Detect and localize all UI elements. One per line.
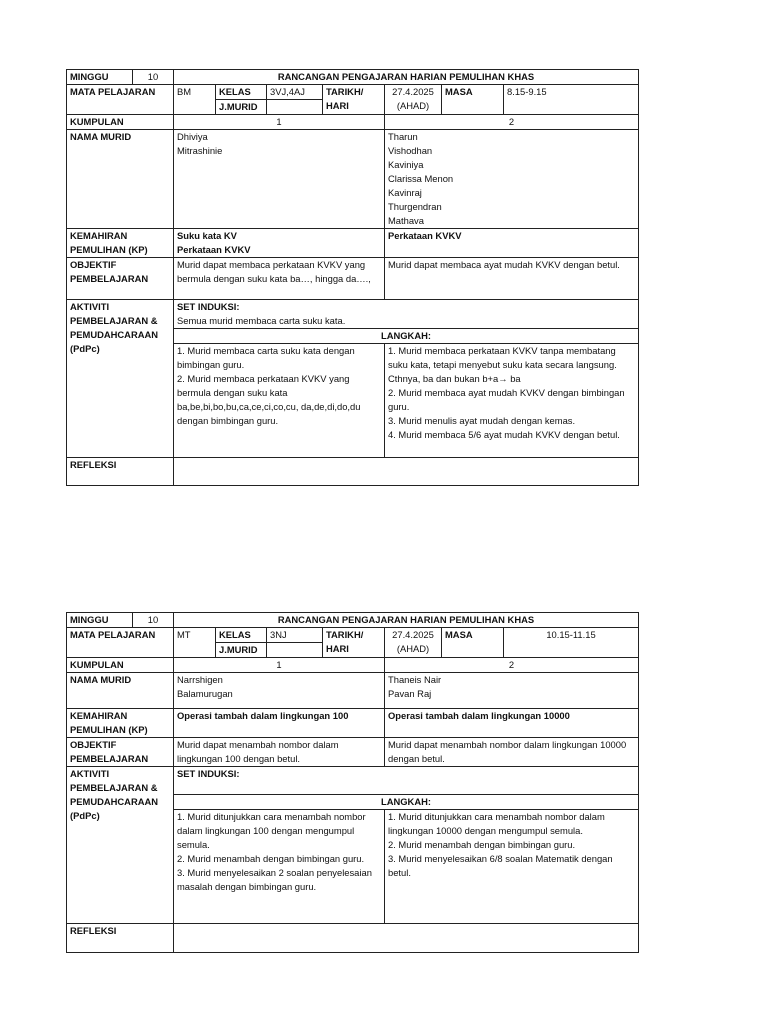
kumpulan-label: KUMPULAN bbox=[67, 115, 174, 130]
group-2-langkah: 1. Murid membaca perkataan KVKV tanpa membatang suku kata, tetapi menyebut suku kata secara langsung. Cthnya, ba dan bukan b+a→ ba 2. Murid membaca ayat mudah KVKV dengan bimbingan guru. 3. Murid menulis ayat mudah dengan kemas. 4. Murid membaca 5/6 ayat mudah KVKV dengan betul. bbox=[385, 344, 639, 458]
group-1-number: 1 bbox=[174, 115, 385, 130]
j-murid-value bbox=[267, 100, 323, 115]
j-murid-label: J.MURID bbox=[216, 100, 267, 115]
set-induksi-cell bbox=[174, 300, 639, 329]
refleksi-value bbox=[174, 924, 639, 953]
plan-title: RANCANGAN PENGAJARAN HARIAN PEMULIHAN KHAS bbox=[174, 70, 639, 85]
minggu-value: 10 bbox=[133, 70, 174, 85]
j-murid-label: J.MURID bbox=[216, 643, 267, 658]
objektif-label: OBJEKTIF PEMBELAJARAN bbox=[67, 258, 174, 300]
set-induksi-label: SET INDUKSI: bbox=[177, 301, 240, 312]
aktiviti-label: AKTIVITI PEMBELAJARAN & PEMUDAHCARAAN (PdPc) bbox=[67, 300, 174, 458]
tarikh-label: TARIKH/ HARI bbox=[323, 628, 385, 658]
nama-murid-label: NAMA MURID bbox=[67, 130, 174, 229]
mata-pelajaran-value: MT bbox=[174, 628, 216, 658]
set-induksi-label: SET INDUKSI: bbox=[177, 768, 240, 779]
group-1-langkah: 1. Murid membaca carta suku kata dengan bimbingan guru. 2. Murid membaca perkataan KVKV yang bermula dengan suku kata ba,be,bi,bo,bu,ca,ce,ci,co,cu, da,de,di,do,du dengan bimbingan guru. bbox=[174, 344, 385, 458]
kelas-label: KELAS bbox=[216, 85, 267, 100]
refleksi-value bbox=[174, 458, 639, 486]
lesson-plan-table-1 bbox=[66, 69, 639, 486]
group-2-number: 2 bbox=[385, 658, 639, 673]
group-2-objektif: Murid dapat membaca ayat mudah KVKV dengan betul. bbox=[385, 258, 639, 300]
kelas-value: 3NJ bbox=[267, 628, 323, 643]
group-2-kemahiran: Perkataan KVKV bbox=[385, 229, 639, 258]
masa-value: 10.15-11.15 bbox=[504, 628, 639, 658]
group-1-number: 1 bbox=[174, 658, 385, 673]
group-2-objektif: Murid dapat menambah nombor dalam lingkungan 10000 dengan betul. bbox=[385, 738, 639, 767]
langkah-label: LANGKAH: bbox=[174, 795, 639, 810]
group-2-langkah: 1. Murid ditunjukkan cara menambah nombor dalam lingkungan 10000 dengan mengumpul semula. 2. Murid menambah dengan bimbingan guru. 3. Murid menyelesaikan 6/8 soalan Matematik dengan betul. bbox=[385, 810, 639, 924]
group-1-students: Dhiviya Mitrashinie bbox=[174, 130, 385, 229]
kemahiran-label: KEMAHIRAN PEMULIHAN (KP) bbox=[67, 709, 174, 738]
tarikh-label: TARIKH/ HARI bbox=[323, 85, 385, 115]
group-2-students: Tharun Vishodhan Kaviniya Clarissa Menon Kavinraj Thurgendran Mathava bbox=[385, 130, 639, 229]
kelas-label: KELAS bbox=[216, 628, 267, 643]
group-2-number: 2 bbox=[385, 115, 639, 130]
group-1-objektif: Murid dapat membaca perkataan KVKV yang bermula dengan suku kata ba…, hingga da…., bbox=[174, 258, 385, 300]
mata-pelajaran-label: MATA PELAJARAN bbox=[67, 628, 174, 658]
kelas-value: 3VJ,4AJ bbox=[267, 85, 323, 100]
group-2-students: Thaneis Nair Pavan Raj bbox=[385, 673, 639, 709]
masa-value: 8.15-9.15 bbox=[504, 85, 639, 115]
set-induksi-cell bbox=[174, 767, 639, 795]
nama-murid-label: NAMA MURID bbox=[67, 673, 174, 709]
minggu-value: 10 bbox=[133, 613, 174, 628]
tarikh-value: 27.4.2025 (AHAD) bbox=[385, 628, 442, 658]
set-induksi-text: Semua murid membaca carta suku kata. bbox=[177, 315, 346, 326]
group-2-kemahiran: Operasi tambah dalam lingkungan 10000 bbox=[385, 709, 639, 738]
group-1-students: Narrshigen Balamurugan bbox=[174, 673, 385, 709]
mata-pelajaran-value: BM bbox=[174, 85, 216, 115]
group-1-kemahiran: Suku kata KV Perkataan KVKV bbox=[174, 229, 385, 258]
objektif-label: OBJEKTIF PEMBELAJARAN bbox=[67, 738, 174, 767]
aktiviti-label: AKTIVITI PEMBELAJARAN & PEMUDAHCARAAN (PdPc) bbox=[67, 767, 174, 924]
j-murid-value bbox=[267, 643, 323, 658]
masa-label: MASA bbox=[442, 85, 504, 115]
refleksi-label: REFLEKSI bbox=[67, 924, 174, 953]
tarikh-value: 27.4.2025 (AHAD) bbox=[385, 85, 442, 115]
minggu-label: MINGGU bbox=[67, 70, 133, 85]
group-1-objektif: Murid dapat menambah nombor dalam lingkungan 100 dengan betul. bbox=[174, 738, 385, 767]
group-1-kemahiran: Operasi tambah dalam lingkungan 100 bbox=[174, 709, 385, 738]
kumpulan-label: KUMPULAN bbox=[67, 658, 174, 673]
mata-pelajaran-label: MATA PELAJARAN bbox=[67, 85, 174, 115]
minggu-label: MINGGU bbox=[67, 613, 133, 628]
lesson-plan-table-2 bbox=[66, 612, 639, 953]
kemahiran-label: KEMAHIRAN PEMULIHAN (KP) bbox=[67, 229, 174, 258]
group-1-langkah: 1. Murid ditunjukkan cara menambah nombor dalam lingkungan 100 dengan mengumpul semula. 2. Murid menambah dengan bimbingan guru. 3. Murid menyelesaikan 2 soalan penyelesaian masalah dengan bimbingan guru. bbox=[174, 810, 385, 924]
refleksi-label: REFLEKSI bbox=[67, 458, 174, 486]
plan-title: RANCANGAN PENGAJARAN HARIAN PEMULIHAN KHAS bbox=[174, 613, 639, 628]
masa-label: MASA bbox=[442, 628, 504, 658]
langkah-label: LANGKAH: bbox=[174, 329, 639, 344]
